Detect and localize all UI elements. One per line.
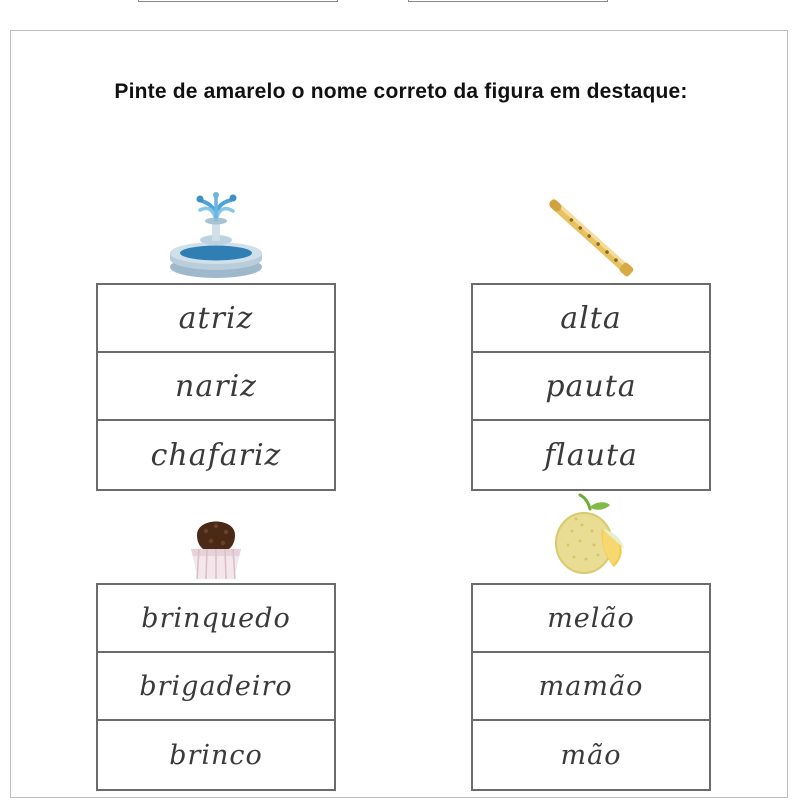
flute-illustration [471, 191, 711, 283]
option-label: pauta [545, 368, 637, 404]
option-label: melão [547, 602, 635, 634]
option-row[interactable] [473, 353, 709, 421]
option-row[interactable] [98, 421, 334, 489]
top-cutoff-box-right [408, 0, 608, 2]
option-row[interactable] [98, 653, 334, 721]
option-label: chafariz [150, 437, 282, 473]
fountain-illustration [96, 191, 336, 283]
exercise-fountain [96, 191, 336, 491]
option-row[interactable] [98, 285, 334, 353]
top-cutoff-strip [0, 0, 800, 30]
exercise-melon [471, 491, 711, 791]
brigadeiro-icon [161, 491, 271, 583]
exercise-brigadeiro [96, 491, 336, 791]
options-group-flute [471, 283, 711, 491]
melon-icon [536, 491, 646, 583]
fountain-icon [156, 191, 276, 283]
worksheet-page [10, 30, 788, 798]
option-row[interactable] [98, 353, 334, 421]
option-label: nariz [175, 368, 257, 404]
top-cutoff-box-left [138, 0, 338, 2]
option-label: mamão [538, 670, 644, 702]
option-row[interactable] [473, 653, 709, 721]
instruction-text: Pinte de amarelo o nome correto da figura em destaque: [114, 80, 688, 103]
option-label: alta [560, 300, 622, 336]
option-row[interactable] [473, 421, 709, 489]
option-label: mão [560, 739, 622, 771]
option-label: brinco [169, 739, 263, 771]
exercise-flute [471, 191, 711, 491]
option-row[interactable] [473, 721, 709, 789]
option-label: atriz [178, 300, 254, 336]
exercise-column-right [471, 191, 711, 791]
option-row[interactable] [473, 585, 709, 653]
option-row[interactable] [473, 285, 709, 353]
option-label: brinquedo [141, 602, 291, 634]
brigadeiro-illustration [96, 491, 336, 583]
option-label: flauta [544, 437, 638, 473]
options-group-fountain [96, 283, 336, 491]
options-group-melon [471, 583, 711, 791]
option-row[interactable] [98, 585, 334, 653]
exercise-column-left [96, 191, 336, 791]
melon-illustration [471, 491, 711, 583]
option-label: brigadeiro [139, 670, 293, 702]
flute-icon [521, 191, 661, 283]
option-row[interactable] [98, 721, 334, 789]
options-group-brigadeiro [96, 583, 336, 791]
